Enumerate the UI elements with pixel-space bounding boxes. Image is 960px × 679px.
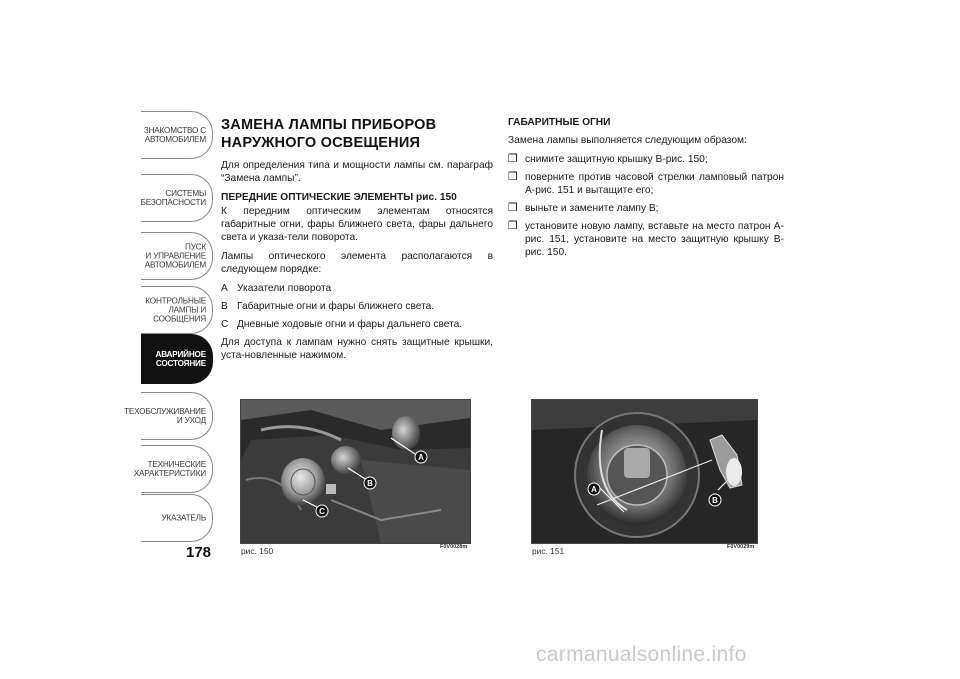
tab-label: ПУСК И УПРАВЛЕНИЕ АВТОМОБИЛЕМ	[144, 242, 206, 270]
watermark: carmanualsonline.info	[536, 643, 747, 666]
intro-paragraph: Замена лампы выполняется следующим образом:	[508, 135, 747, 146]
checkbox-bullet-icon: ❒	[508, 171, 518, 183]
item-key: C	[221, 319, 229, 330]
figure-150-code: F0V0028m	[440, 544, 468, 550]
tab-kontrolnye-lampy[interactable]	[141, 286, 213, 334]
intro-paragraph: Для определения типа и мощности лампы см. параграф “Замена лампы”.	[221, 160, 493, 184]
left-column	[221, 116, 493, 368]
page-number: 178	[186, 544, 212, 561]
headlight-rear-illustration	[241, 400, 470, 543]
svg-text:B: B	[712, 496, 718, 505]
lamp-holder-illustration	[532, 400, 757, 543]
list-item	[221, 300, 493, 313]
tab-label: ТЕХОБСЛУЖИВАНИЕ И УХОД	[124, 407, 206, 425]
section-paragraph: К передним оптическим элементам относятся габаритные огни, фары ближнего света, фары дальнего света и указа-тели поворота.	[221, 206, 493, 243]
tab-pusk[interactable]	[141, 232, 213, 280]
list-item	[508, 171, 784, 197]
list-item	[508, 220, 784, 259]
tab-label: КОНТРОЛЬНЫЕ ЛАМПЫ И СООБЩЕНИЯ	[145, 296, 206, 324]
item-text: Указатели поворота	[237, 283, 332, 294]
label-a-marker	[588, 483, 600, 495]
label-b-marker	[364, 477, 376, 489]
list-item	[508, 202, 784, 215]
figure-150-photo	[240, 399, 471, 544]
step-text: снимите защитную крышку B-рис. 150;	[525, 154, 708, 165]
step-text: поверните против часовой стрелки ламповый патрон A-рис. 151 и вытащите его;	[525, 172, 784, 196]
layout-paragraph: Лампы оптического элемента располагаются в следующем порядке:	[221, 251, 493, 275]
page-title	[221, 116, 493, 152]
figure-150-caption: рис. 150	[241, 546, 274, 556]
tab-tehnicheskie-harakteristiki[interactable]	[133, 445, 213, 493]
tab-label: УКАЗАТЕЛЬ	[161, 513, 206, 523]
tab-avariynoe-sostoyanie[interactable]	[141, 334, 213, 384]
tab-ukazatel[interactable]	[141, 494, 213, 542]
figure-151-code: F0V0029m	[727, 544, 755, 550]
item-key: A	[221, 283, 228, 294]
svg-text:A: A	[591, 485, 597, 494]
label-a-marker	[415, 451, 427, 463]
list-item	[221, 318, 493, 331]
section-heading: ГАБАРИТНЫЕ ОГНИ	[508, 117, 611, 128]
tab-sistemy-bezopasnosti[interactable]	[141, 174, 213, 222]
label-b-marker	[709, 494, 721, 506]
item-key: B	[221, 301, 228, 312]
item-text: Габаритные огни и фары ближнего света.	[237, 301, 435, 312]
svg-text:C: C	[319, 507, 325, 516]
tab-label: СИСТЕМЫ БЕЗОПАСНОСТИ	[140, 189, 206, 207]
checkbox-bullet-icon: ❒	[508, 202, 518, 214]
checkbox-bullet-icon: ❒	[508, 220, 518, 232]
label-c-marker	[316, 505, 328, 517]
section-heading: ПЕРЕДНИЕ ОПТИЧЕСКИЕ ЭЛЕМЕНТЫ рис. 150	[221, 192, 457, 203]
step-text: установите новую лампу, вставьте на место патрон A-рис. 151, установите на место защитную крышку B-рис. 150.	[525, 221, 784, 258]
right-column	[508, 116, 784, 264]
title-line-2: НАРУЖНОГО ОСВЕЩЕНИЯ	[221, 135, 421, 151]
step-text: выньте и замените лампу B;	[525, 203, 659, 214]
figure-151-photo	[531, 399, 758, 544]
tab-tehobsluzhivanie[interactable]	[124, 392, 213, 440]
tab-znakomstvo[interactable]	[141, 111, 213, 159]
tab-label: АВАРИЙНОЕ СОСТОЯНИЕ	[155, 350, 206, 368]
svg-text:B: B	[367, 479, 373, 488]
svg-text:A: A	[418, 453, 424, 462]
list-item	[221, 282, 493, 295]
tab-label: ТЕХНИЧЕСКИЕ ХАРАКТЕРИСТИКИ	[133, 460, 206, 478]
checkbox-bullet-icon: ❒	[508, 153, 518, 165]
tab-label: ЗНАКОМСТВО С АВТОМОБИЛЕМ	[143, 126, 206, 144]
list-item	[508, 153, 784, 166]
item-text: Дневные ходовые огни и фары дальнего света.	[237, 319, 463, 330]
figure-151-caption: рис. 151	[532, 546, 565, 556]
title-line-1: ЗАМЕНА ЛАМПЫ ПРИБОРОВ	[221, 117, 437, 133]
access-paragraph: Для доступа к лампам нужно снять защитные крышки, уста-новленные нажимом.	[221, 337, 493, 361]
